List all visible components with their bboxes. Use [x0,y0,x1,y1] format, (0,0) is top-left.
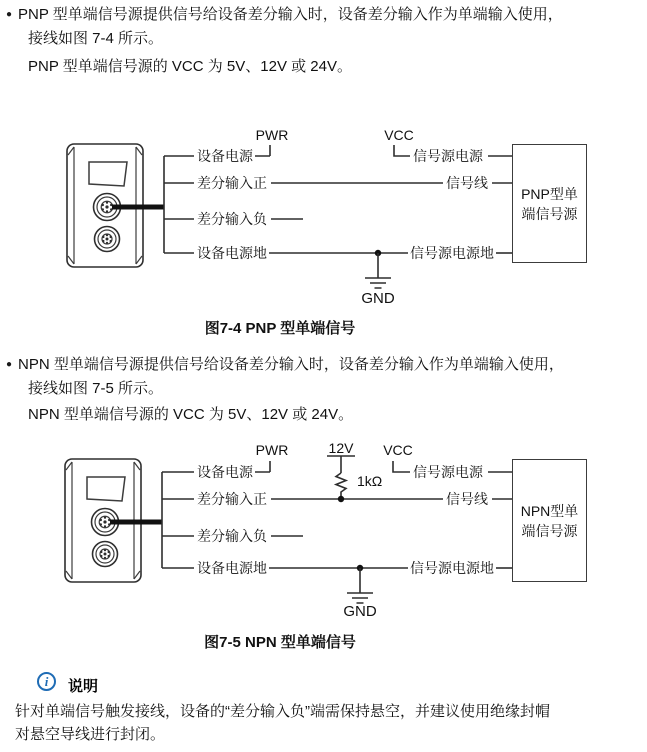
pin-source-power: 信号源电源 [413,148,483,164]
supply-12v-label: 12V [328,440,354,456]
pin-signal-line: 信号线 [446,175,488,191]
pin-diff-in-positive: 差分输入正 [197,175,267,191]
pin-device-power-gnd: 设备电源地 [197,245,267,261]
pnp-source-box [512,144,587,263]
pin-device-power: 设备电源 [197,464,253,480]
npn-source-box [512,459,587,582]
source-box-text: PNP型单 [521,185,578,202]
pin-source-power-gnd: 信号源电源地 [410,560,494,576]
pin-device-power: 设备电源 [197,148,253,164]
pnp-vcc-note: PNP 型单端信号源的 VCC 为 5V、12V 或 24V。 [28,58,352,75]
pnp-intro-line1: PNP 型单端信号源提供信号给设备差分输入时，设备差分输入作为单端输入使用， [18,6,563,23]
npn-intro-line2: 接线如图 7-5 所示。 [28,380,164,397]
pwr-label: PWR [255,442,289,458]
connector-port-icon [95,227,120,252]
connector-port-icon [93,542,118,567]
source-box-text: 端信号源 [521,522,578,539]
npn-intro-line1: NPN 型单端信号源提供信号给设备差分输入时，设备差分输入作为单端输入使用， [18,356,564,373]
pin-diff-in-negative: 差分输入负 [197,211,267,227]
pin-signal-line: 信号线 [446,491,488,507]
pin-diff-in-negative: 差分输入负 [197,528,267,544]
pin-device-power-gnd: 设备电源地 [197,560,267,576]
pnp-wiring-diagram [0,120,647,345]
note-body-line1: 针对单端信号触发接线，设备的“差分输入负”端需保持悬空，并建议使用绝缘封帽 [15,703,550,720]
resistor-symbol [327,456,355,502]
pin-source-power: 信号源电源 [413,464,483,480]
ground-symbol [365,250,391,288]
figure-caption-7-5: 图7-5 NPN 型单端信号 [204,634,356,651]
source-box-text: 端信号源 [521,205,578,222]
info-icon: i [37,672,56,691]
figure-caption-7-4: 图7-4 PNP 型单端信号 [204,320,356,337]
note-title: 说明 [68,678,99,695]
bullet-marker: ● [6,359,13,370]
gnd-label: GND [343,603,377,620]
resistor-value-label: 1kΩ [357,473,383,489]
pwr-label: PWR [255,127,289,143]
pnp-intro-line2: 接线如图 7-4 所示。 [28,30,164,47]
bullet-marker: ● [6,9,13,20]
pin-source-power-gnd: 信号源电源地 [410,245,494,261]
gnd-label: GND [361,290,395,307]
npn-wiring-diagram [0,437,647,667]
ground-symbol [347,565,373,603]
vcc-label: VCC [383,442,413,458]
npn-vcc-note: NPN 型单端信号源的 VCC 为 5V、12V 或 24V。 [28,406,354,423]
source-box-text: NPN型单 [520,502,579,519]
note-body-line2: 对悬空导线进行封闭。 [15,726,166,743]
vcc-label: VCC [384,127,414,143]
pin-diff-in-positive: 差分输入正 [197,491,267,507]
